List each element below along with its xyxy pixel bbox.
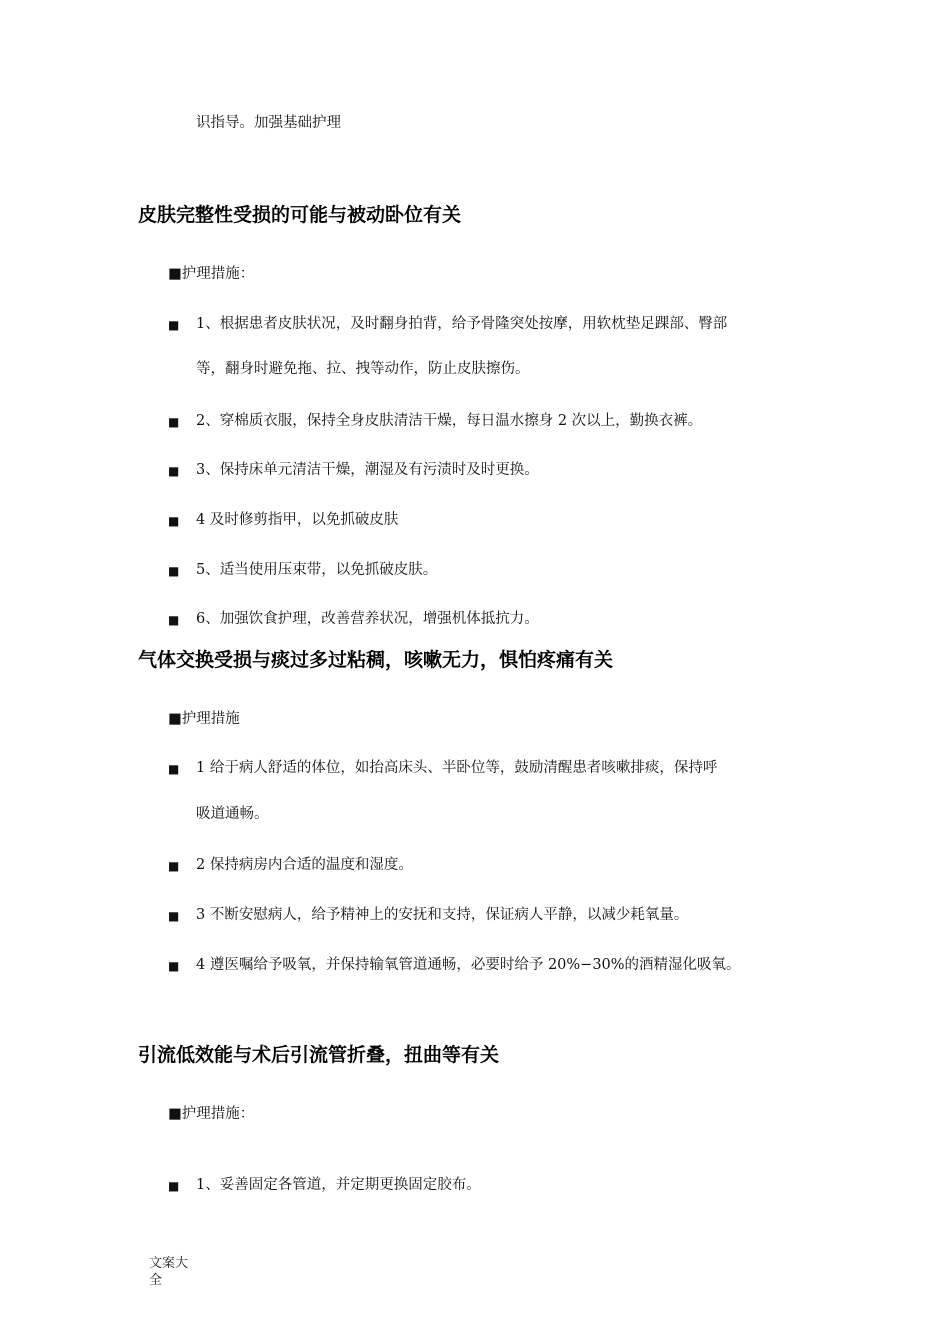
bullet-icon: ■ <box>168 1179 180 1193</box>
bullet-icon: ■ <box>168 959 180 973</box>
list-item: 4 遵医嘱给予吸氧，并保持输氧管道通畅，必要时给予 20%−30%的酒精湿化吸氧。 <box>196 957 741 973</box>
section-heading-gas-exchange: 气体交换受损与痰过多过粘稠，咳嗽无力，惧怕疼痛有关 <box>138 649 614 671</box>
footer-text-line1: 文案大 <box>149 1256 189 1271</box>
intro-line: 识指导。加强基础护理 <box>196 115 341 131</box>
list-item: 1、根据患者皮肤状况，及时翻身拍背，给予骨隆突处按摩，用软枕垫足踝部、臀部 <box>196 316 728 332</box>
bullet-icon: ■ <box>168 318 180 332</box>
list-item: 2 保持病房内合适的温度和湿度。 <box>196 857 413 873</box>
list-item: 1 给于病人舒适的体位，如抬高床头、半卧位等，鼓励清醒患者咳嗽排痰，保持呼 <box>196 760 718 776</box>
bullet-icon: ■ <box>168 564 180 578</box>
bullet-icon: ■ <box>168 762 180 776</box>
list-item: 1、妥善固定各管道，并定期更换固定胶布。 <box>196 1177 481 1193</box>
list-item: 4 及时修剪指甲，以免抓破皮肤 <box>196 512 399 528</box>
bullet-icon: ■ <box>168 859 180 873</box>
list-item: 5、适当使用压束带，以免抓破皮肤。 <box>196 562 438 578</box>
list-item: 3、保持床单元清洁干燥，潮湿及有污渍时及时更换。 <box>196 462 539 478</box>
list-item: 3 不断安慰病人，给予精神上的安抚和支持，保证病人平静，以减少耗氧量。 <box>196 907 689 923</box>
list-item: 2、穿棉质衣服，保持全身皮肤清洁干燥，每日温水擦身 2 次以上，勤换衣裤。 <box>196 413 703 429</box>
list-item-continuation: 吸道通畅。 <box>196 806 269 822</box>
bullet-icon: ■ <box>168 415 180 429</box>
bullet-icon: ■ <box>168 514 180 528</box>
list-item: 6、加强饮食护理，改善营养状况，增强机体抵抗力。 <box>196 611 539 627</box>
measures-label: ■护理措施： <box>168 1106 255 1122</box>
section-heading-drainage: 引流低效能与术后引流管折叠，扭曲等有关 <box>138 1044 500 1066</box>
section-heading-skin: 皮肤完整性受损的可能与被动卧位有关 <box>138 204 462 226</box>
bullet-icon: ■ <box>168 909 180 923</box>
list-item-continuation: 等，翻身时避免拖、拉、拽等动作，防止皮肤擦伤。 <box>196 361 530 377</box>
bullet-icon: ■ <box>168 613 180 627</box>
footer-text-line2: 全 <box>149 1273 163 1288</box>
measures-label: ■护理措施： <box>168 266 255 282</box>
bullet-icon: ■ <box>168 464 180 478</box>
measures-label: ■护理措施 <box>168 711 240 727</box>
